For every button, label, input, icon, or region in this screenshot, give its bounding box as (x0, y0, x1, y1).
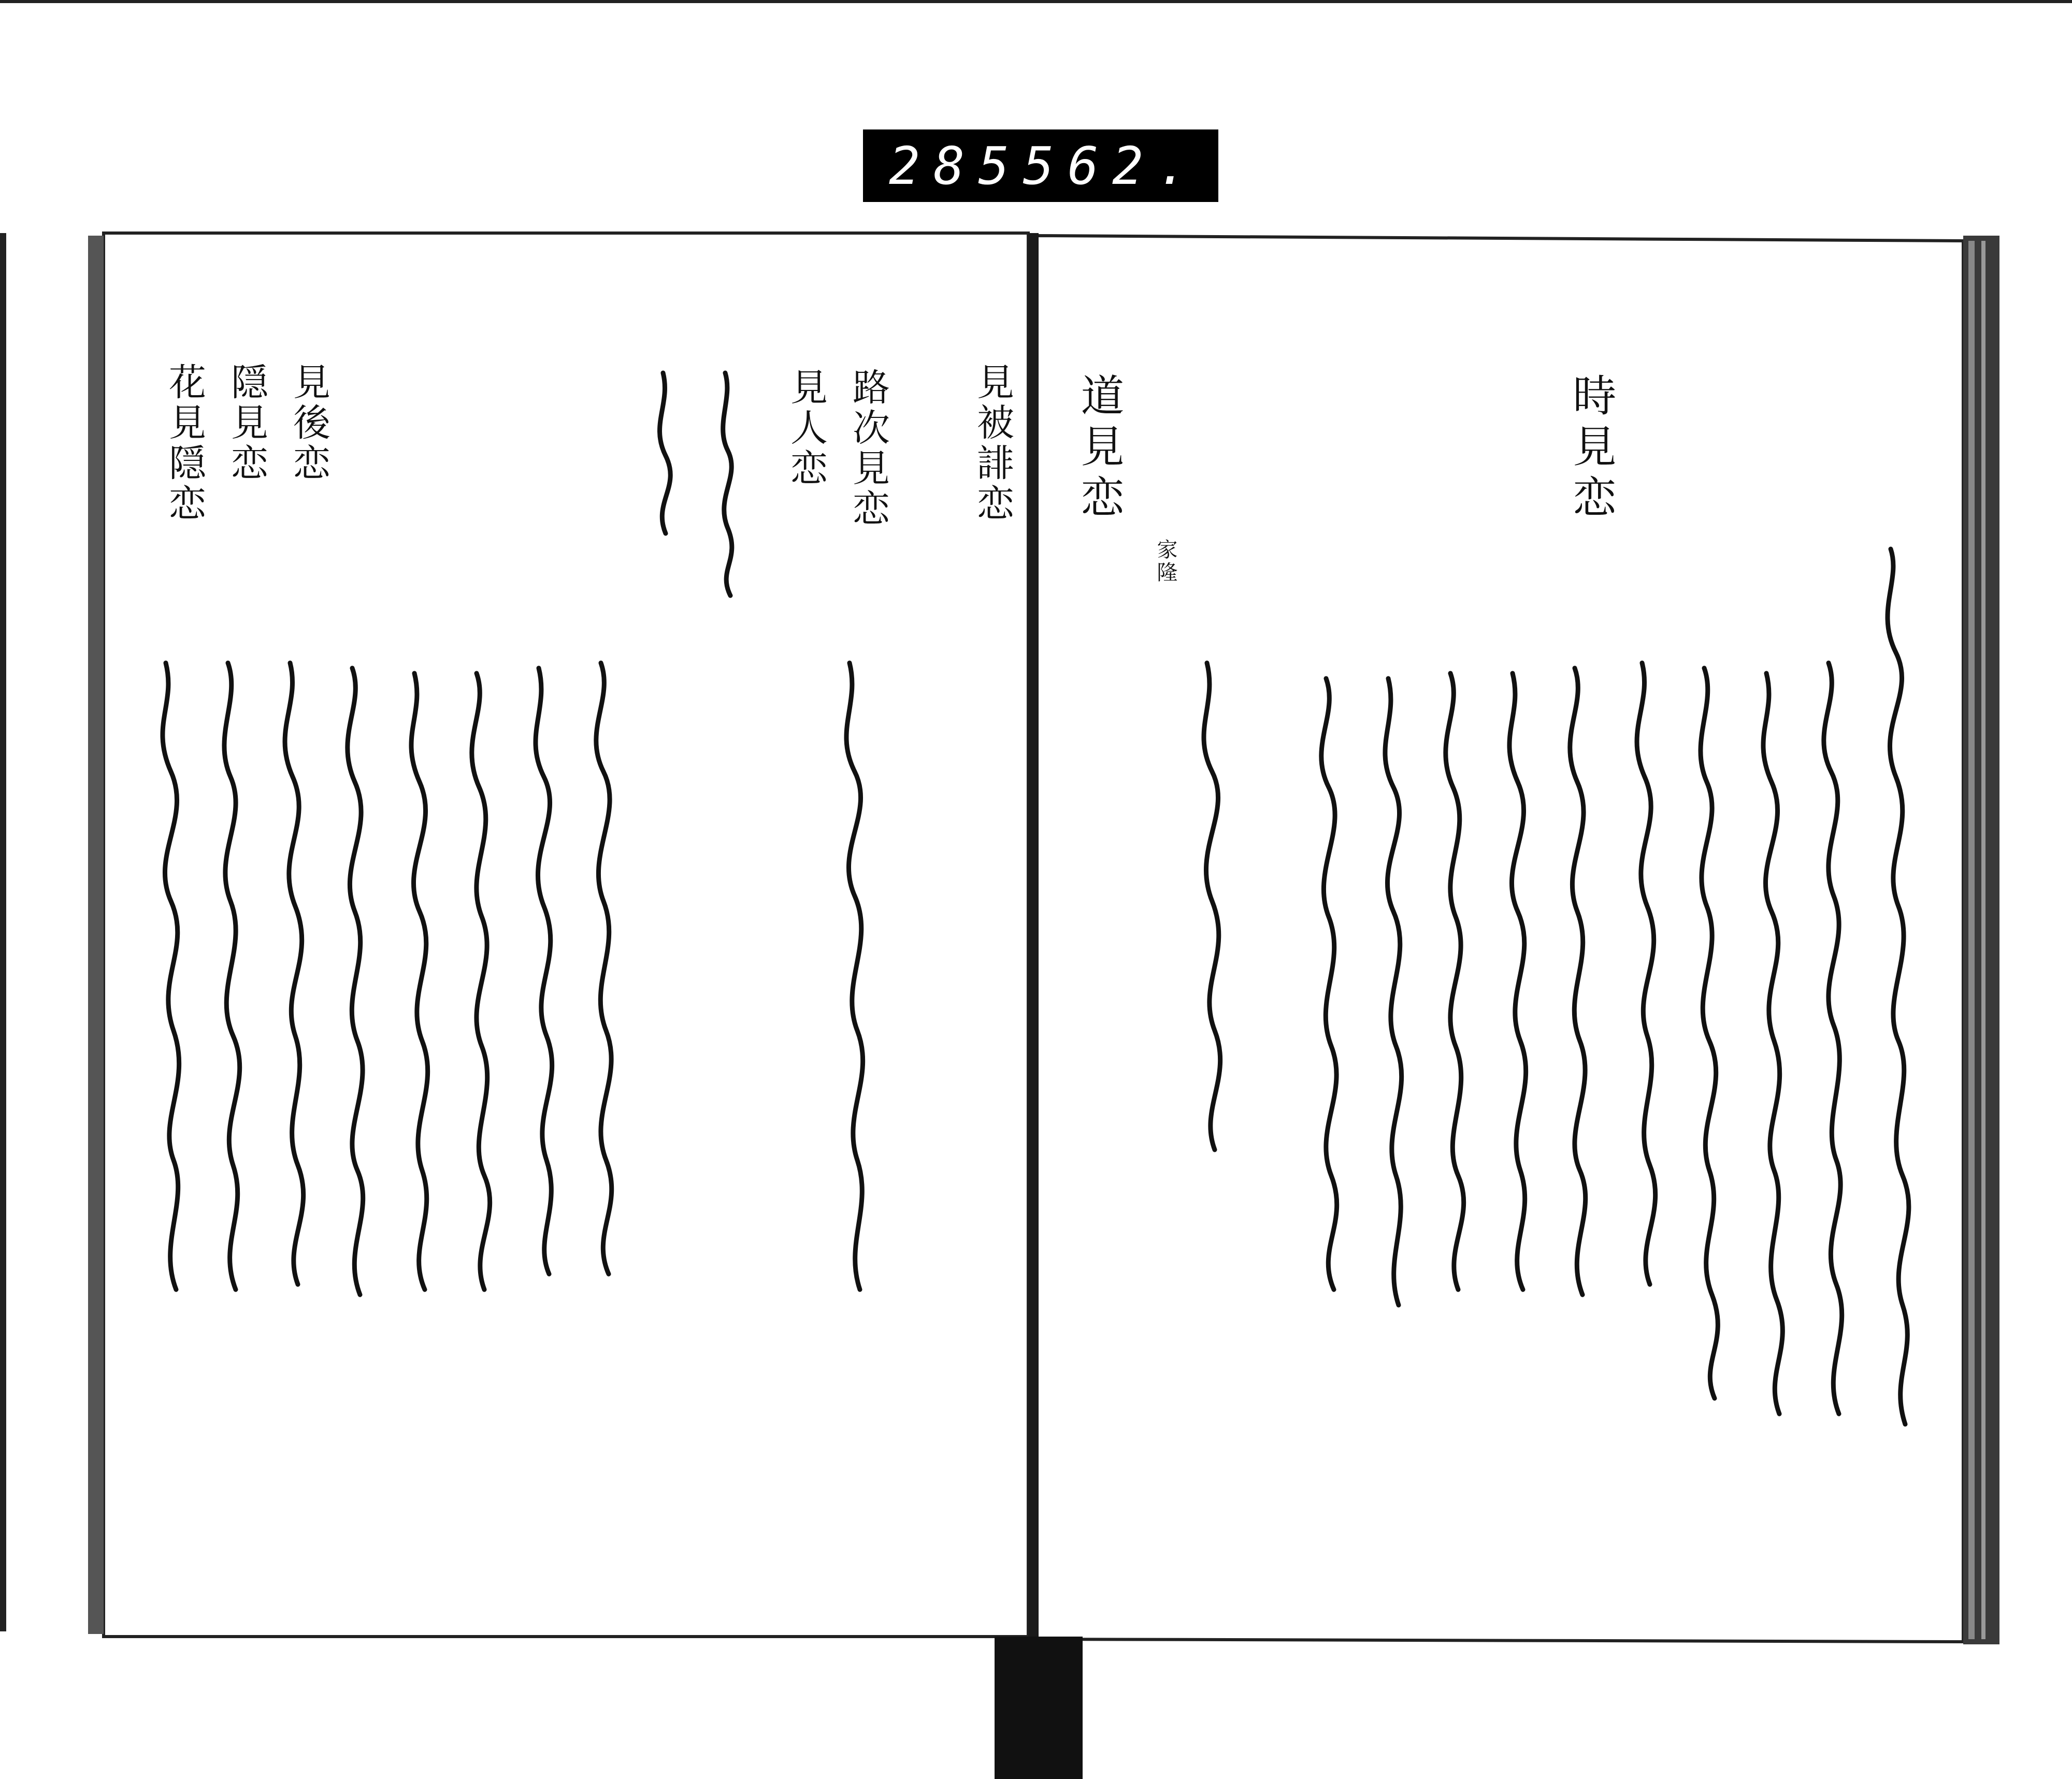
binding-block (995, 1637, 1083, 1779)
left-poem-title: 路次見恋 (846, 368, 890, 529)
film-left-number: 285 (889, 135, 1023, 196)
right-page-edge-line (1968, 241, 1975, 1639)
right-page-edge-line (1981, 241, 1985, 1639)
film-frame-tag (863, 129, 1218, 202)
right-page (1036, 236, 1963, 1642)
left-section-title: 道見恋 (1074, 373, 1125, 525)
film-right-number: 562. (1023, 135, 1202, 196)
right-poem-author: 家隆 (1154, 539, 1177, 584)
right-section-title: 時見恋 (1566, 373, 1617, 525)
scan-edge-left (0, 233, 6, 1631)
left-poem-title: 見被誹恋 (971, 363, 1014, 524)
left-page-edge (88, 236, 104, 1634)
left-poem-title: 見後恋 (287, 363, 330, 484)
left-poem-title: 隠見恋 (225, 363, 268, 484)
left-poem-title: 花見隠恋 (163, 363, 206, 524)
gutter (1028, 233, 1039, 1637)
left-poem-title: 見人恋 (784, 368, 828, 489)
scan-edge-top (0, 0, 2072, 3)
